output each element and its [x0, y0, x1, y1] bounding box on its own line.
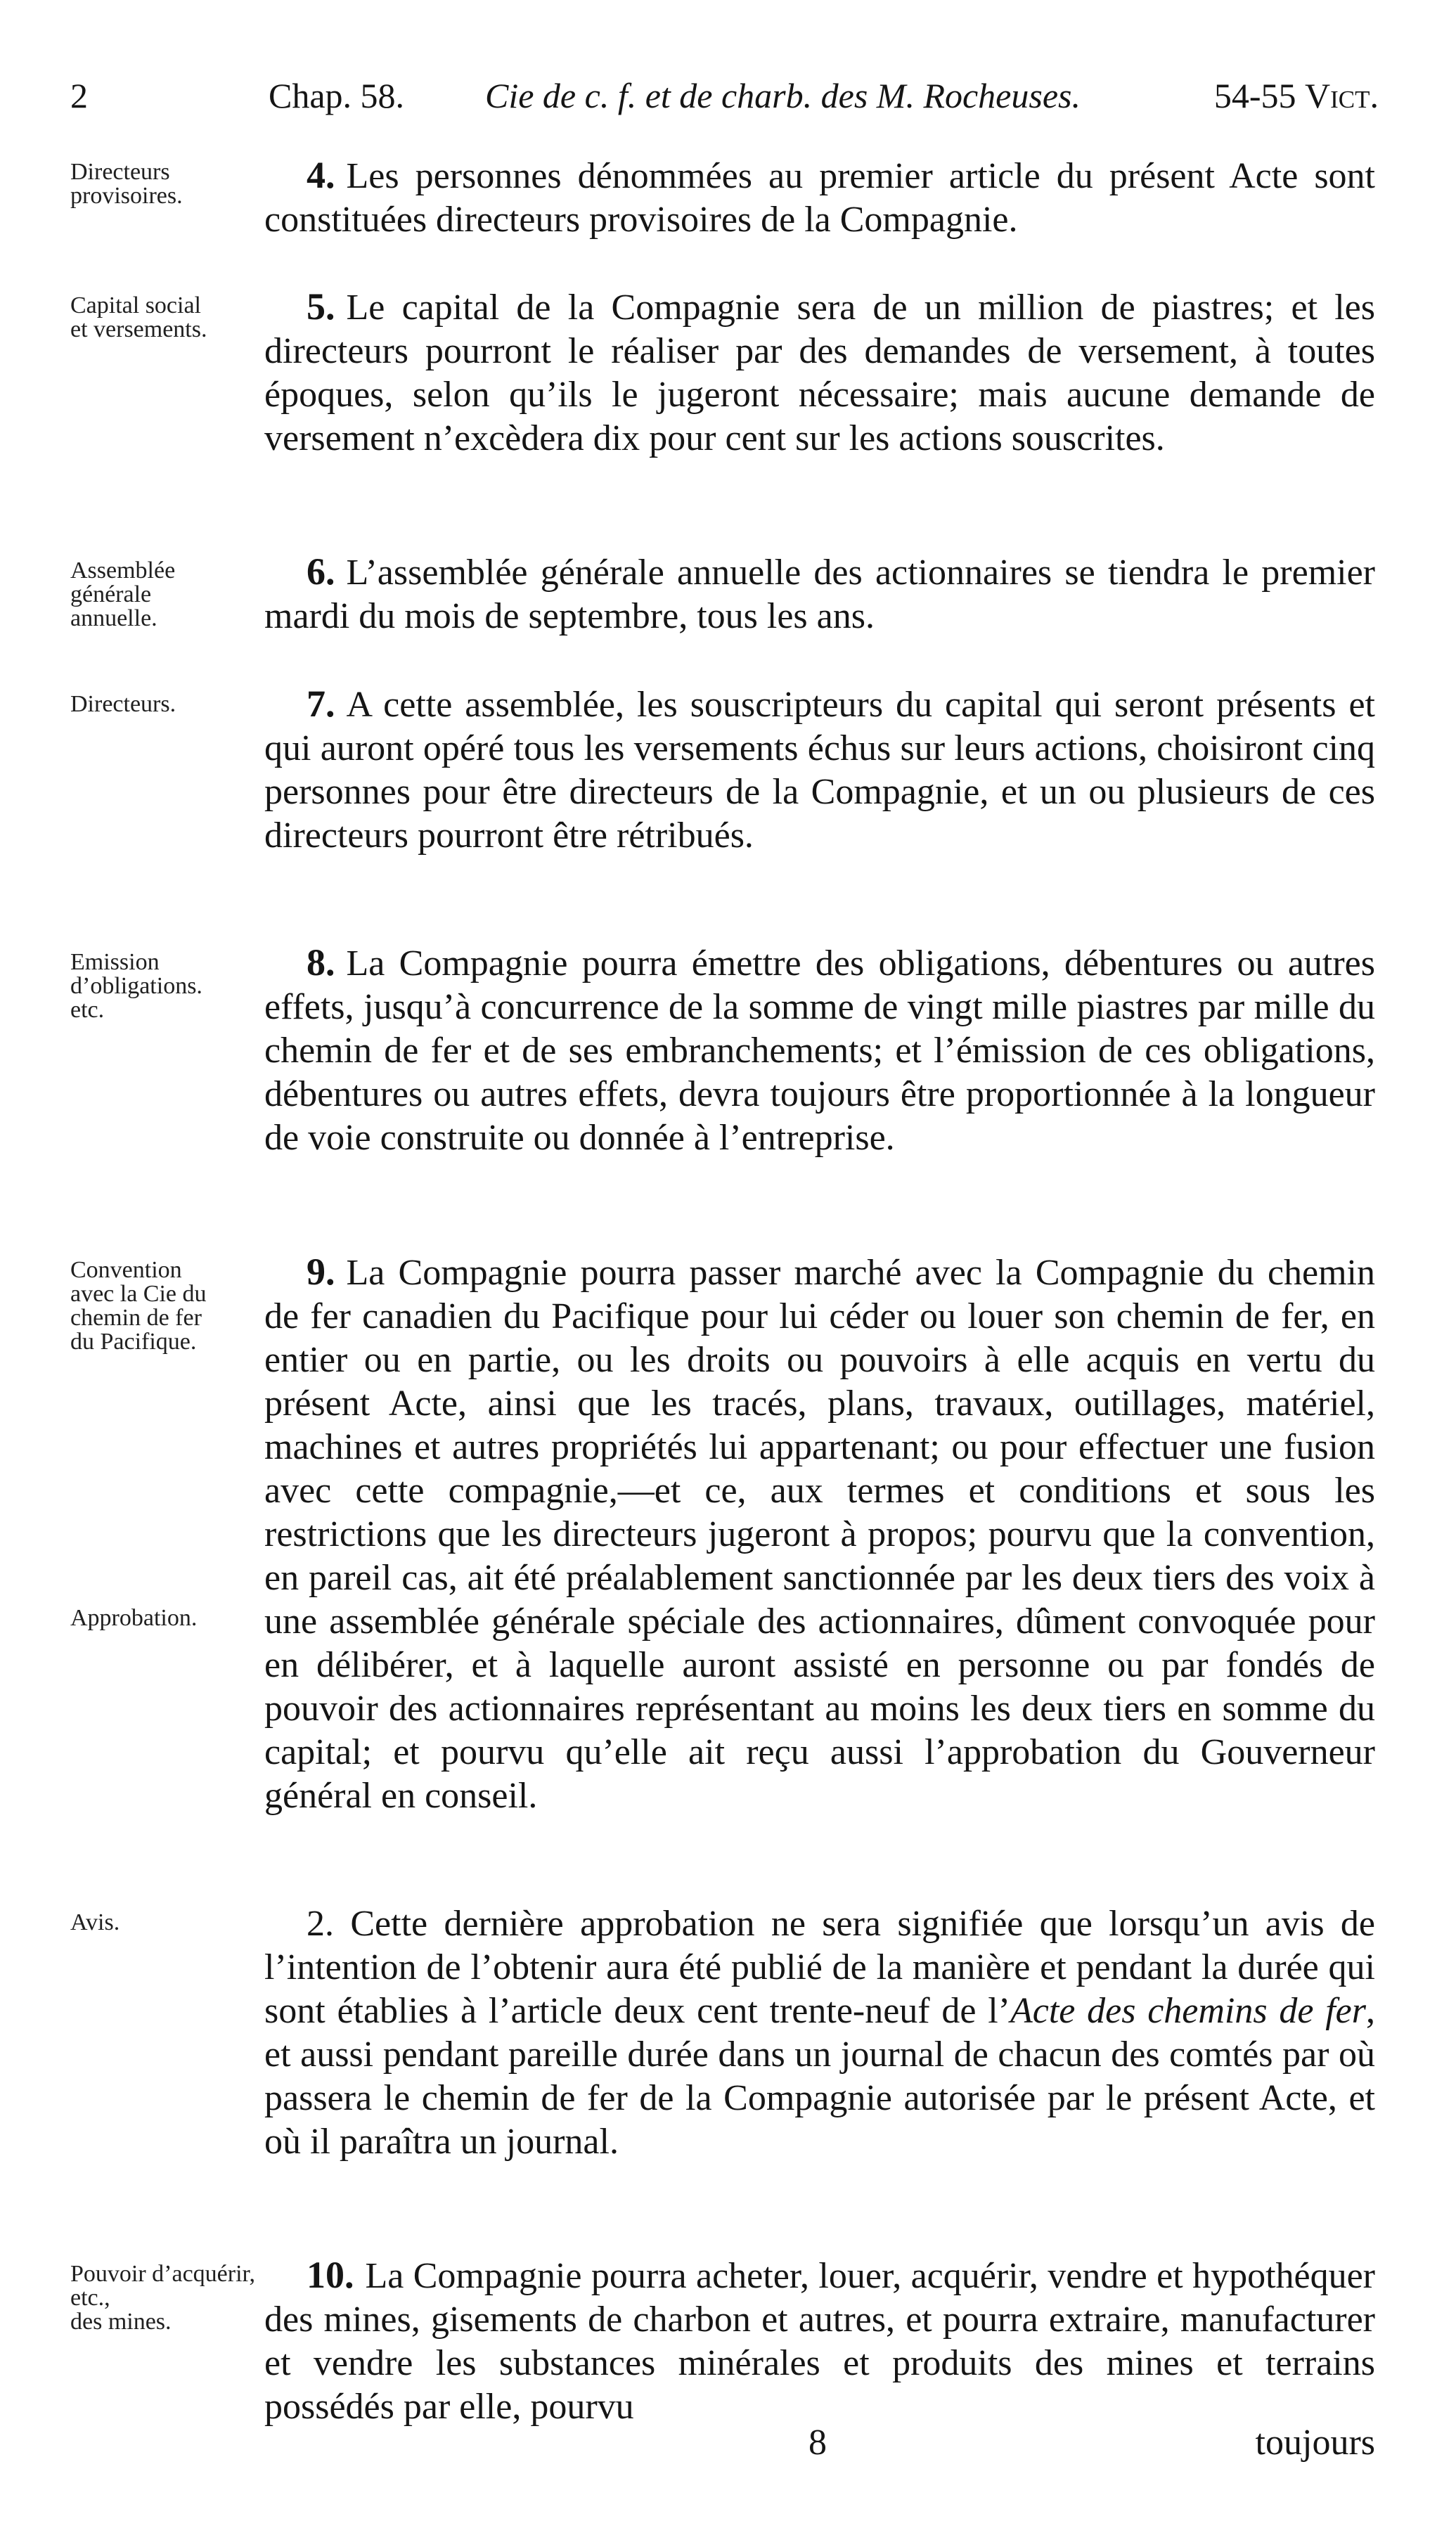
section-number: 10. — [307, 2254, 354, 2296]
regnal-year — [1214, 67, 1379, 124]
margin-note-assemblee-generale: Assemblée générale annuelle. — [70, 557, 176, 631]
subsection-text-b: , et aussi pendant pareille durée dans un journal de chacun des comtés par où passera le chemin de fer de la Compagnie autorisée par le présent Acte, et où il paraîtra un journal. — [264, 1991, 1375, 2162]
section-number: 6. — [307, 550, 335, 593]
margin-note-capital-social: Capital social et versements. — [70, 292, 207, 342]
subsection-2 — [264, 1902, 1375, 2164]
subsection-text-a: Cette dernière approbation ne sera signifiée que lorsqu’un avis de l’intention de l’obtenir aura été publié de la manière et pendant la durée qui sont établies à l’article deux cent trente-neuf de l’ — [264, 1904, 1375, 2031]
margin-note-emission-obligations: Emission d’obligations. etc. — [70, 949, 202, 1023]
regnal-year-word: Vict. — [1305, 76, 1379, 115]
section-7 — [264, 682, 1375, 858]
chapter-label: Chap. 58. — [269, 76, 405, 115]
running-header — [70, 67, 1379, 124]
section-number: 7. — [307, 683, 335, 725]
section-text: La Compagnie pourra acheter, louer, acquérir, vendre et hypothéquer des mines, gisements de charbon et autres, et pourra extraire, manufacturer et vendre les substances minérales et produits des mines et terrains possédés par elle, pourvu — [264, 2256, 1375, 2427]
section-6 — [264, 550, 1375, 638]
section-text: Le capital de la Compagnie sera de un million de piastres; et les directeurs pourront le réaliser par des demandes de versement, à toutes époques, selon qu’ils le jugeront nécessaire; mais aucune demande de versement n’excèdera dix pour cent sur les actions souscrites. — [264, 288, 1375, 458]
margin-note-directeurs-provisoires: Directeurs provisoires. — [70, 159, 183, 209]
section-text: A cette assemblée, les souscripteurs du capital qui seront présents et qui auront opéré tous les versements échus sur leurs actions, choisiront cinq personnes pour être directeurs de la Compagnie, et un ou plusieurs de ces directeurs pourront être rétribués. — [264, 685, 1375, 856]
margin-note-pouvoir-mines: Pouvoir d’acquérir, etc., des mines. — [70, 2261, 256, 2335]
section-9 — [264, 1250, 1375, 1818]
section-number: 8. — [307, 941, 335, 984]
signature-mark: 8 — [808, 2423, 827, 2463]
section-4 — [264, 153, 1375, 242]
margin-note-convention-pacifique: Convention avec la Cie du chemin de fer du Pacifique. — [70, 1257, 207, 1355]
section-number: 9. — [307, 1251, 335, 1293]
page-number: 2 — [70, 76, 88, 115]
subsection-number: 2. — [307, 1904, 334, 1944]
margin-note-directeurs: Directeurs. — [70, 691, 176, 717]
section-number: 4. — [307, 154, 335, 196]
margin-note-avis: Avis. — [70, 1909, 120, 1935]
section-5 — [264, 285, 1375, 460]
regnal-year-number: 54-55 — [1213, 76, 1296, 115]
section-text: Les personnes dénommées au premier article du présent Acte sont constituées directeurs provisoires de la Compagnie. — [264, 156, 1375, 240]
section-text: La Compagnie pourra émettre des obligations, débentures ou autres effets, jusqu’à concurrence de la somme de vingt mille piastres par mille du chemin de fer et de ses embranchements; et l’émission de ces obligations, débentures ou autres effets, devra toujours être proportionnée à la longueur de voie construite ou donnée à l’entreprise. — [264, 943, 1375, 1158]
margin-note-approbation: Approbation. — [70, 1605, 198, 1631]
section-10 — [264, 2253, 1375, 2429]
section-text: L’assemblée générale annuelle des actionnaires se tiendra le premier mardi du mois de septembre, tous les ans. — [264, 553, 1375, 636]
short-title: Cie de c. f. et de charb. des M. Rocheuses. — [485, 76, 1081, 115]
section-8 — [264, 941, 1375, 1160]
catchword: toujours — [1255, 2423, 1375, 2463]
section-text: La Compagnie pourra passer marché avec la Compagnie du chemin de fer canadien du Pacifique pour lui céder ou louer son chemin de fer, en entier ou en partie, ou les droits ou pouvoirs à elle acquis en vertu du présent Acte, ainsi que les tracés, plans, travaux, outillages, matériel, machines et autres propriétés lui appartenant; ou pour effectuer une fusion avec cette compagnie,—et ce, aux termes et conditions et sous les restrictions que les directeurs jugeront à propos; pourvu que la convention, en pareil cas, ait été préalablement sanctionnée par les deux tiers des voix à une assemblée générale spéciale des actionnaires, dûment convoquée pour en délibérer, et à laquelle auront assisté en personne ou par fondés de pouvoir des actionnaires représentant au moins les deux tiers en somme du capital; et pourvu qu’elle ait reçu aussi l’approbation du Gouverneur général en conseil. — [264, 1253, 1375, 1816]
act-title-italic: Acte des chemins de fer — [1010, 1991, 1366, 2031]
section-number: 5. — [307, 285, 335, 328]
